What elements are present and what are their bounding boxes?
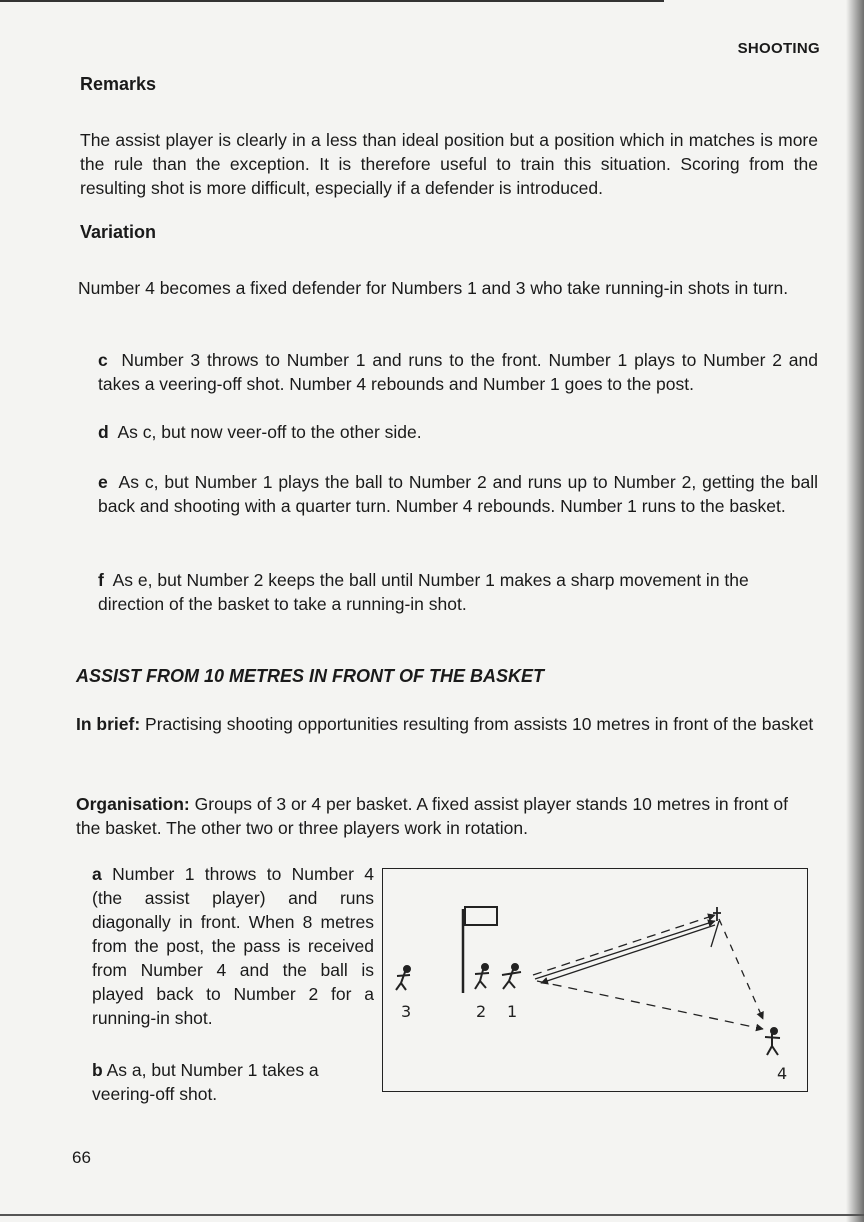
pass-line-to-post <box>533 915 715 975</box>
remarks-paragraph: The assist player is clearly in a less than ideal position but a position which in matches is more the rule than the exception. It is therefore useful to train this situation. Scoring from the resulting shot is more difficult, especially if a defender is introduced. <box>80 130 818 198</box>
item-text: As e, but Number 2 keeps the ball until Number 1 makes a sharp movement in the direction of the basket to take a running-in shot. <box>98 570 749 614</box>
remarks-heading: Remarks <box>80 74 157 94</box>
item-text: As c, but Number 1 plays the ball to Number 2 and runs up to Number 2, getting the ball back and shooting with a quarter turn. Number 4 rebounds. Number 1 runs to the basket. <box>98 472 818 516</box>
page-number: 66 <box>72 1148 91 1167</box>
drill-diagram-svg <box>383 869 806 1090</box>
item-letter: b <box>92 1060 103 1080</box>
organisation-paragraph <box>76 792 816 840</box>
variation-item-f <box>98 568 818 616</box>
organisation-text: Groups of 3 or 4 per basket. A fixed assist player stands 10 metres in front of the basket. The other two or three players work in rotation. <box>76 794 788 838</box>
item-letter: c <box>98 350 108 370</box>
item-text: As c, but now veer-off to the other side. <box>117 422 422 442</box>
top-rule <box>0 0 664 2</box>
section-item-b <box>92 1058 374 1106</box>
run-line-diagonal <box>535 921 715 979</box>
player-3-figure <box>396 966 410 990</box>
variation-item-e <box>98 470 818 518</box>
running-header: SHOOTING <box>737 40 820 57</box>
variation-item-d <box>98 420 818 444</box>
item-letter: f <box>98 570 104 590</box>
player-2-figure <box>475 964 489 989</box>
bottom-rule <box>0 1214 864 1216</box>
page-edge-shadow <box>846 0 864 1222</box>
variation-item-c <box>98 348 818 396</box>
backboard <box>465 907 497 925</box>
in-brief-text: Practising shooting opportunities resulting from assists 10 metres in front of the basket <box>145 714 814 734</box>
label-player-3: 3 <box>401 1002 412 1021</box>
label-player-4: 4 <box>777 1064 788 1083</box>
item-text: As a, but Number 1 takes a veering-off shot. <box>92 1060 319 1104</box>
post-player-marker <box>713 907 721 921</box>
in-brief-paragraph <box>76 712 816 736</box>
label-player-2: 2 <box>476 1002 487 1021</box>
pass-line-to-assist <box>719 919 763 1019</box>
item-letter: a <box>92 864 102 884</box>
throw-line-to-assist <box>537 981 763 1029</box>
variation-paragraph: Number 4 becomes a fixed defender for Numbers 1 and 3 who take running-in shots in turn. <box>78 278 789 298</box>
drill-diagram <box>382 868 808 1092</box>
item-text: Number 3 throws to Number 1 and runs to the front. Number 1 plays to Number 2 and takes a veering-off shot. Number 4 rebounds and Number 1 goes to the post. <box>98 350 818 394</box>
section-item-a <box>92 862 374 1030</box>
organisation-label: Organisation: <box>76 794 190 814</box>
cut-mark <box>711 921 719 947</box>
in-brief-label: In brief: <box>76 714 141 734</box>
label-player-1: 1 <box>507 1002 518 1021</box>
player-4-figure <box>765 1028 780 1055</box>
item-letter: d <box>98 422 109 442</box>
variation-heading: Variation <box>80 222 157 242</box>
section-title: ASSIST FROM 10 METRES IN FRONT OF THE BASKET <box>76 666 545 686</box>
item-text: Number 1 throws to Number 4 (the assist player) and runs diagonally in front. When 8 metres from the post, the pass is received from Number 4 and the ball is played back to Number 2 for a running-in shot. <box>92 864 374 1028</box>
player-1-figure <box>502 964 521 989</box>
item-letter: e <box>98 472 108 492</box>
return-pass-line <box>541 925 715 983</box>
